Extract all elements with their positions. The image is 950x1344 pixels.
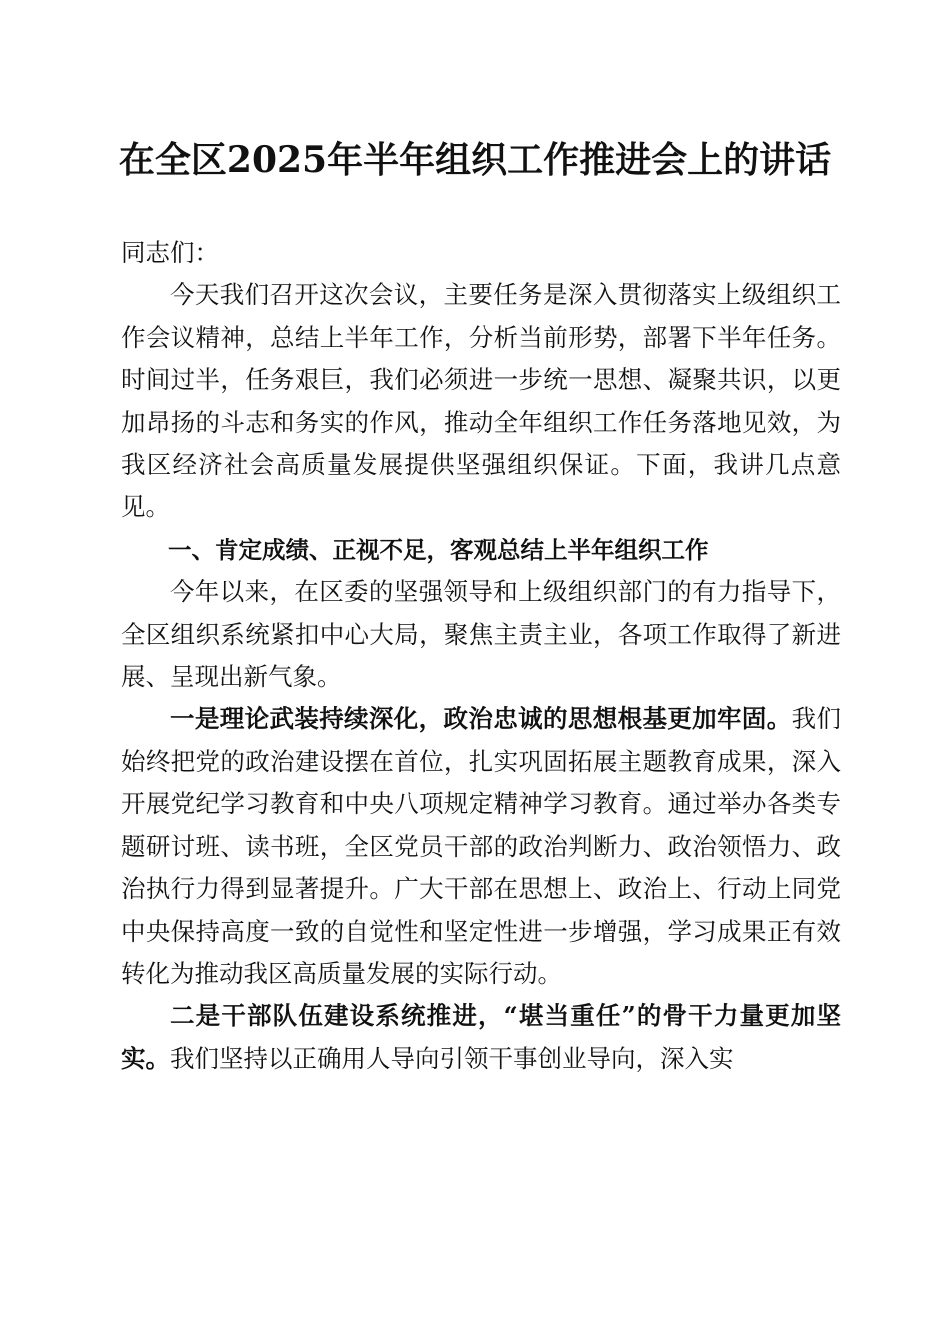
point-1-lead: 一是理论武装持续深化，政治忠诚的思想根基更加牢固。 (170, 704, 792, 734)
point-2-body: 我们坚持以正确用人导向引领干事创业导向，深入实 (170, 1043, 734, 1073)
section-1-heading: 一、肯定成绩、正视不足，客观总结上半年组织工作 (168, 535, 709, 564)
document-body (121, 232, 841, 1080)
document-title: 在全区2025年半年组织工作推进会上的讲话 (118, 139, 832, 181)
salutation: 同志们： (121, 238, 219, 267)
point-1-body: 我们始终把党的政治建设摆在首位，扎实巩固拓展主题教育成果，深入开展党纪学习教育和中央八项规定精神学习教育。通过举办各类专题研讨班、读书班，全区党员干部的政治判断力、政治领悟力、政治执行力得到显著提升。广大干部在思想上、政治上、行动上同党中央保持高度一致的自觉性和坚定性进一步增强，学习成果正有效转化为推动我区高质量发展的实际行动。 (121, 704, 842, 988)
point-2-lead: 二是干部队伍建设系统推进，“堪当重任”的骨干力量更加坚实。 (121, 1001, 841, 1073)
intro-paragraph: 今天我们召开这次会议，主要任务是深入贯彻落实上级组织工作会议精神，总结上半年工作，分析当前形势，部署下半年任务。时间过半，任务艰巨，我们必须进一步统一思想、凝聚共识，以更加昂扬的斗志和务实的作风，推动全年组织工作任务落地见效，为我区经济社会高质量发展提供坚强组织保证。下面，我讲几点意见。 (121, 280, 841, 522)
point-2-paragraph (121, 995, 841, 1080)
point-1-paragraph (121, 698, 841, 995)
section-1-intro-paragraph: 今年以来，在区委的坚强领导和上级组织部门的有力指导下，全区组织系统紧扣中心大局，聚焦主责主业，各项工作取得了新进展、呈现出新气象。 (121, 577, 841, 692)
